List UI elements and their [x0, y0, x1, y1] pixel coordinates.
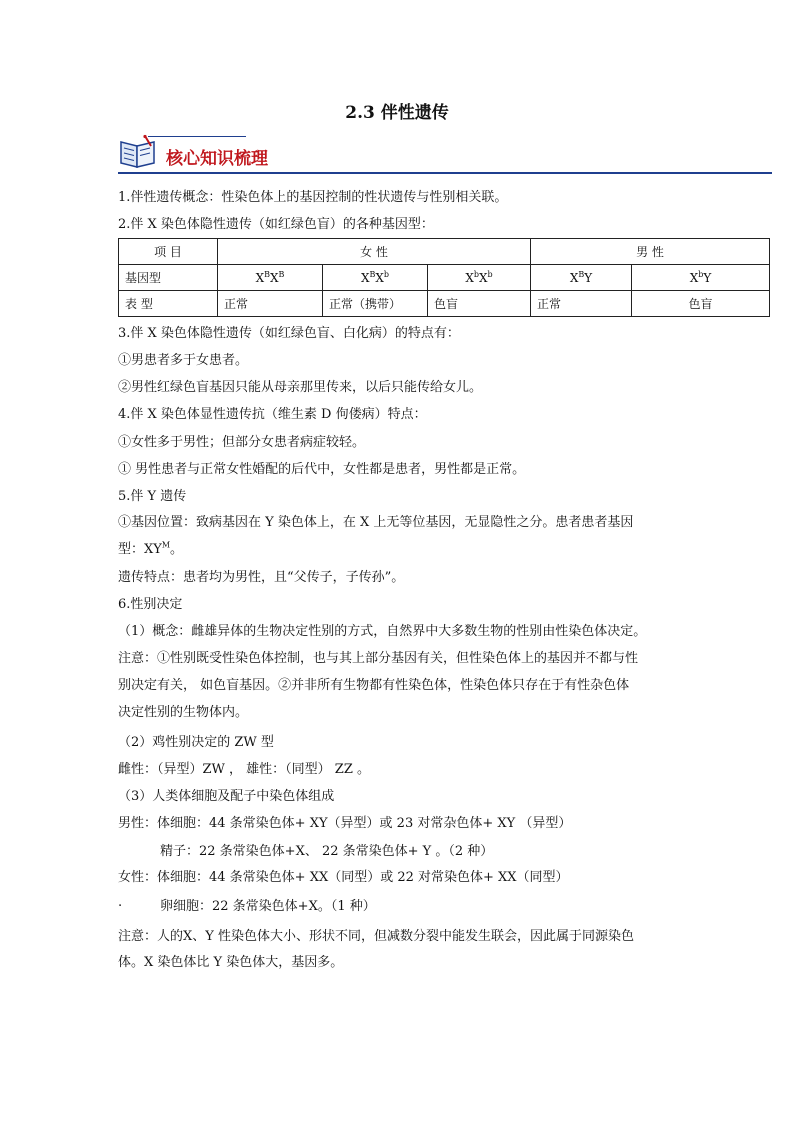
text-line: ①基因位置：致病基因在 Y 染色体上，在 X 上无等位基因，无显隐性之分。患者患者基因 — [118, 515, 634, 530]
table-cell: 正常 — [531, 291, 632, 317]
section-header-label: 核心知识梳理 — [166, 149, 268, 169]
text-line: 卵细胞：22 条常染色体+X。（1 种） — [160, 899, 376, 914]
text-line: 6.性别决定 — [118, 597, 183, 612]
text-line: 1.伴性遗传概念：性染色体上的基因控制的性状遗传与性别相关联。 — [118, 190, 508, 205]
text-line: （1）概念：雌雄异体的生物决定性别的方式，自然界中大多数生物的性别由性染色体决定。 — [118, 624, 647, 639]
text-line: 遗传特点：患者均为男性，且“父传子，子传孙”。 — [118, 570, 405, 585]
page-title: 2.3 伴性遗传 — [345, 103, 449, 123]
text-line: 5.伴 Y 遗传 — [118, 489, 187, 504]
text-line: 型：$XY^M$。 — [118, 540, 184, 557]
text-line: 注意：人的X、Y 性染色体大小、形状不同，但减数分裂中能发生联会，因此属于同源染色 — [118, 929, 634, 944]
text-line: 体。X 染色体比 Y 染色体大，基因多。 — [118, 955, 344, 970]
genotype-table — [118, 238, 770, 317]
table-row — [119, 291, 770, 317]
text-line: （3）人类体细胞及配子中染色体组成 — [118, 789, 335, 804]
text-line: 2.伴 X 染色体隐性遗传（如红绿色盲）的各种基因型： — [118, 217, 434, 232]
table-cell: 女 性 — [218, 239, 531, 265]
text-line: 女性：体细胞：44 条常染色体+ XX（同型）或 22 对常染色体+ XX（同型） — [118, 870, 569, 885]
table-cell: 项 目 — [119, 239, 218, 265]
text-line: 别决定有关， 如色盲基因。②并非所有生物都有性染色体，性染色体只存在于有性杂色体 — [118, 678, 630, 693]
table-cell: 男 性 — [531, 239, 770, 265]
section-header — [118, 132, 772, 174]
text-line: 男性：体细胞：44 条常染色体+ XY（异型）或 23 对常杂色体+ XY （异型） — [118, 816, 572, 831]
table-cell: 色盲 — [632, 291, 770, 317]
table-row — [119, 239, 770, 265]
table-cell: 正常 — [218, 291, 323, 317]
text-line: 决定性别的生物体内。 — [118, 705, 249, 720]
text-line: 4.伴 X 染色体显性遗传抗（维生素 D 佝偻病）特点： — [118, 407, 427, 422]
text-line: ①男患者多于女患者。 — [118, 353, 249, 368]
table-cell: 基因型 — [119, 265, 218, 291]
header-underline — [118, 172, 772, 174]
table-cell: $X^bY$ — [632, 265, 770, 291]
table-cell: $X^BX^b$ — [323, 265, 428, 291]
table-cell: 正常（携带） — [323, 291, 428, 317]
book-icon — [118, 134, 158, 170]
table-cell: 色盲 — [428, 291, 531, 317]
text-line: ①女性多于男性；但部分女患者病症较轻。 — [118, 435, 366, 450]
table-cell: $X^BX^B$ — [218, 265, 323, 291]
header-top-line — [148, 136, 246, 137]
table-cell: $X^bX^b$ — [428, 265, 531, 291]
table-cell: 表 型 — [119, 291, 218, 317]
text-line: . — [118, 895, 123, 910]
text-line: 3.伴 X 染色体隐性遗传（如红绿色盲、白化病）的特点有： — [118, 326, 460, 341]
text-line: 注意：①性别既受性染色体控制，也与其上部分基因有关，但性染色体上的基因并不都与性 — [118, 651, 639, 666]
table-cell: $X^BY$ — [531, 265, 632, 291]
text-line: 雌性：（异型）ZW ， 雄性：（同型） ZZ 。 — [118, 762, 370, 777]
text-line: （2）鸡性别决定的 ZW 型 — [118, 735, 274, 750]
text-line: ① 男性患者与正常女性婚配的后代中，女性都是患者，男性都是正常。 — [118, 462, 526, 477]
table-row — [119, 265, 770, 291]
text-line: ②男性红绿色盲基因只能从母亲那里传来，以后只能传给女儿。 — [118, 380, 483, 395]
text-line: 精子：22 条常染色体+X、 22 条常染色体+ Y 。（2 种） — [160, 844, 494, 859]
